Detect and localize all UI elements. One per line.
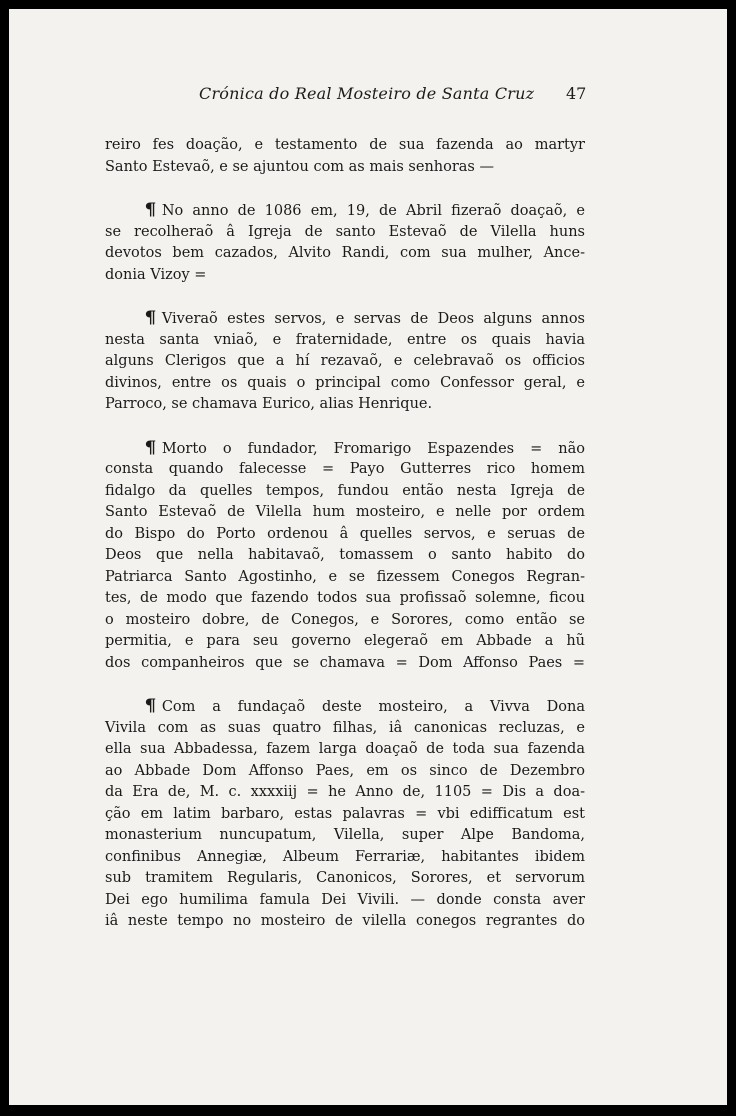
paragraph-monastery-founding <box>105 438 585 675</box>
text-line: ella sua Abbadessa, fazem larga doaçaõ de toda sua fazenda <box>105 741 585 757</box>
text-line: Deos que nella habitavaõ, tomassem o santo habito do <box>105 547 585 563</box>
text-line: fidalgo da quelles tempos, fundou então nesta Igreja de <box>105 482 585 499</box>
text-line: sub tramitem Regularis, Canonicos, Sorores, et servorum <box>105 870 585 886</box>
text-line: confinibus Annegiæ, Albeum Ferrariæ, habitantes ibidem <box>105 848 585 865</box>
text-line: do Bispo do Porto ordenou â quelles servos, e seruas de <box>105 525 585 542</box>
paragraph-continuation <box>105 135 585 178</box>
text-line: devotos bem cazados, Alvito Randi, com sua mulher, Ance- <box>105 245 585 261</box>
running-title: Crónica do Real Mosteiro de Santa Cruz <box>199 84 535 103</box>
text-line: reiro fes doação, e testamento de sua fazenda ao martyr <box>105 137 585 153</box>
text-line: se recolheraõ â Igreja de santo Estevaõ de Vilella huns <box>105 223 585 240</box>
text-line: Parroco, se chamava Eurico, alias Henrique. <box>105 396 433 412</box>
paragraph-mark-icon: ¶ <box>144 308 157 328</box>
text-line: ¶ No anno de 1086 em, 19, de Abril fizeraõ doaçaõ, e <box>144 200 585 220</box>
text-line: consta quando falecesse = Payo Gutterres rico homem <box>105 461 585 477</box>
text-line: tes, de modo que fazendo todos sua profissaõ solemne, ficou <box>105 590 585 606</box>
text-line: ao Abbade Dom Affonso Paes, em os sinco de Dezembro <box>105 762 585 779</box>
text-line: donia Vizoy = <box>105 266 207 283</box>
text-line: Vivila com as suas quatro filhas, iâ canonicas recluzas, e <box>105 719 585 736</box>
page-header <box>9 82 727 112</box>
text-line: monasterium nuncupatum, Vilella, super Alpe Bandoma, <box>105 827 585 843</box>
text-line: iâ neste tempo no mosteiro de vilella conegos regrantes do <box>105 913 585 929</box>
text-line: Dei ego humilima famula Dei Vivili. — donde consta aver <box>105 891 585 908</box>
page-number: 47 <box>566 84 587 103</box>
text-line: dos companheiros que se chamava = Dom Affonso Paes = <box>105 654 585 671</box>
text-line: Patriarca Santo Agostinho, e se fizessem Conegos Regran- <box>105 568 585 585</box>
paragraph-servants-of-god <box>105 308 585 416</box>
paragraph-1086-donation <box>105 200 585 286</box>
body-text <box>105 135 585 933</box>
text-line: ção em latim barbaro, estas palavras = vbi edifficatum est <box>105 805 585 822</box>
text-line: o mosteiro dobre, de Conegos, e Sorores, como então se <box>105 611 585 628</box>
text-line: divinos, entre os quais o principal como Confessor geral, e <box>105 374 585 391</box>
text-line: da Era de, M. c. xxxxiij = he Anno de, 1105 = Dis a doa- <box>105 784 585 800</box>
text-line: permitia, e para seu governo elegeraõ em Abbade a hũ <box>105 633 585 649</box>
text-line: ¶ Viveraõ estes servos, e servas de Deos alguns annos <box>144 308 585 328</box>
paragraph-mark-icon: ¶ <box>144 437 157 458</box>
paragraph-mark-icon: ¶ <box>144 696 157 716</box>
text-line: ¶ Com a fundaçaõ deste mosteiro, a Vivva Dona <box>144 696 585 716</box>
text-line: Santo Estevaõ de Vilella hum mosteiro, e nelle por ordem <box>105 504 585 520</box>
paragraph-vivila-donation <box>105 696 585 933</box>
paragraph-mark-icon: ¶ <box>144 200 157 220</box>
text-line: Santo Estevaõ, e se ajuntou com as mais senhoras — <box>105 158 494 175</box>
text-line: nesta santa vniaõ, e fraternidade, entre os quais havia <box>105 331 585 348</box>
text-line: alguns Clerigos que a hí rezavaõ, e celebravaõ os officios <box>105 353 585 369</box>
book-page <box>9 9 727 1105</box>
text-line: ¶ Morto o fundador, Fromarigo Espazendes = não <box>144 437 585 458</box>
